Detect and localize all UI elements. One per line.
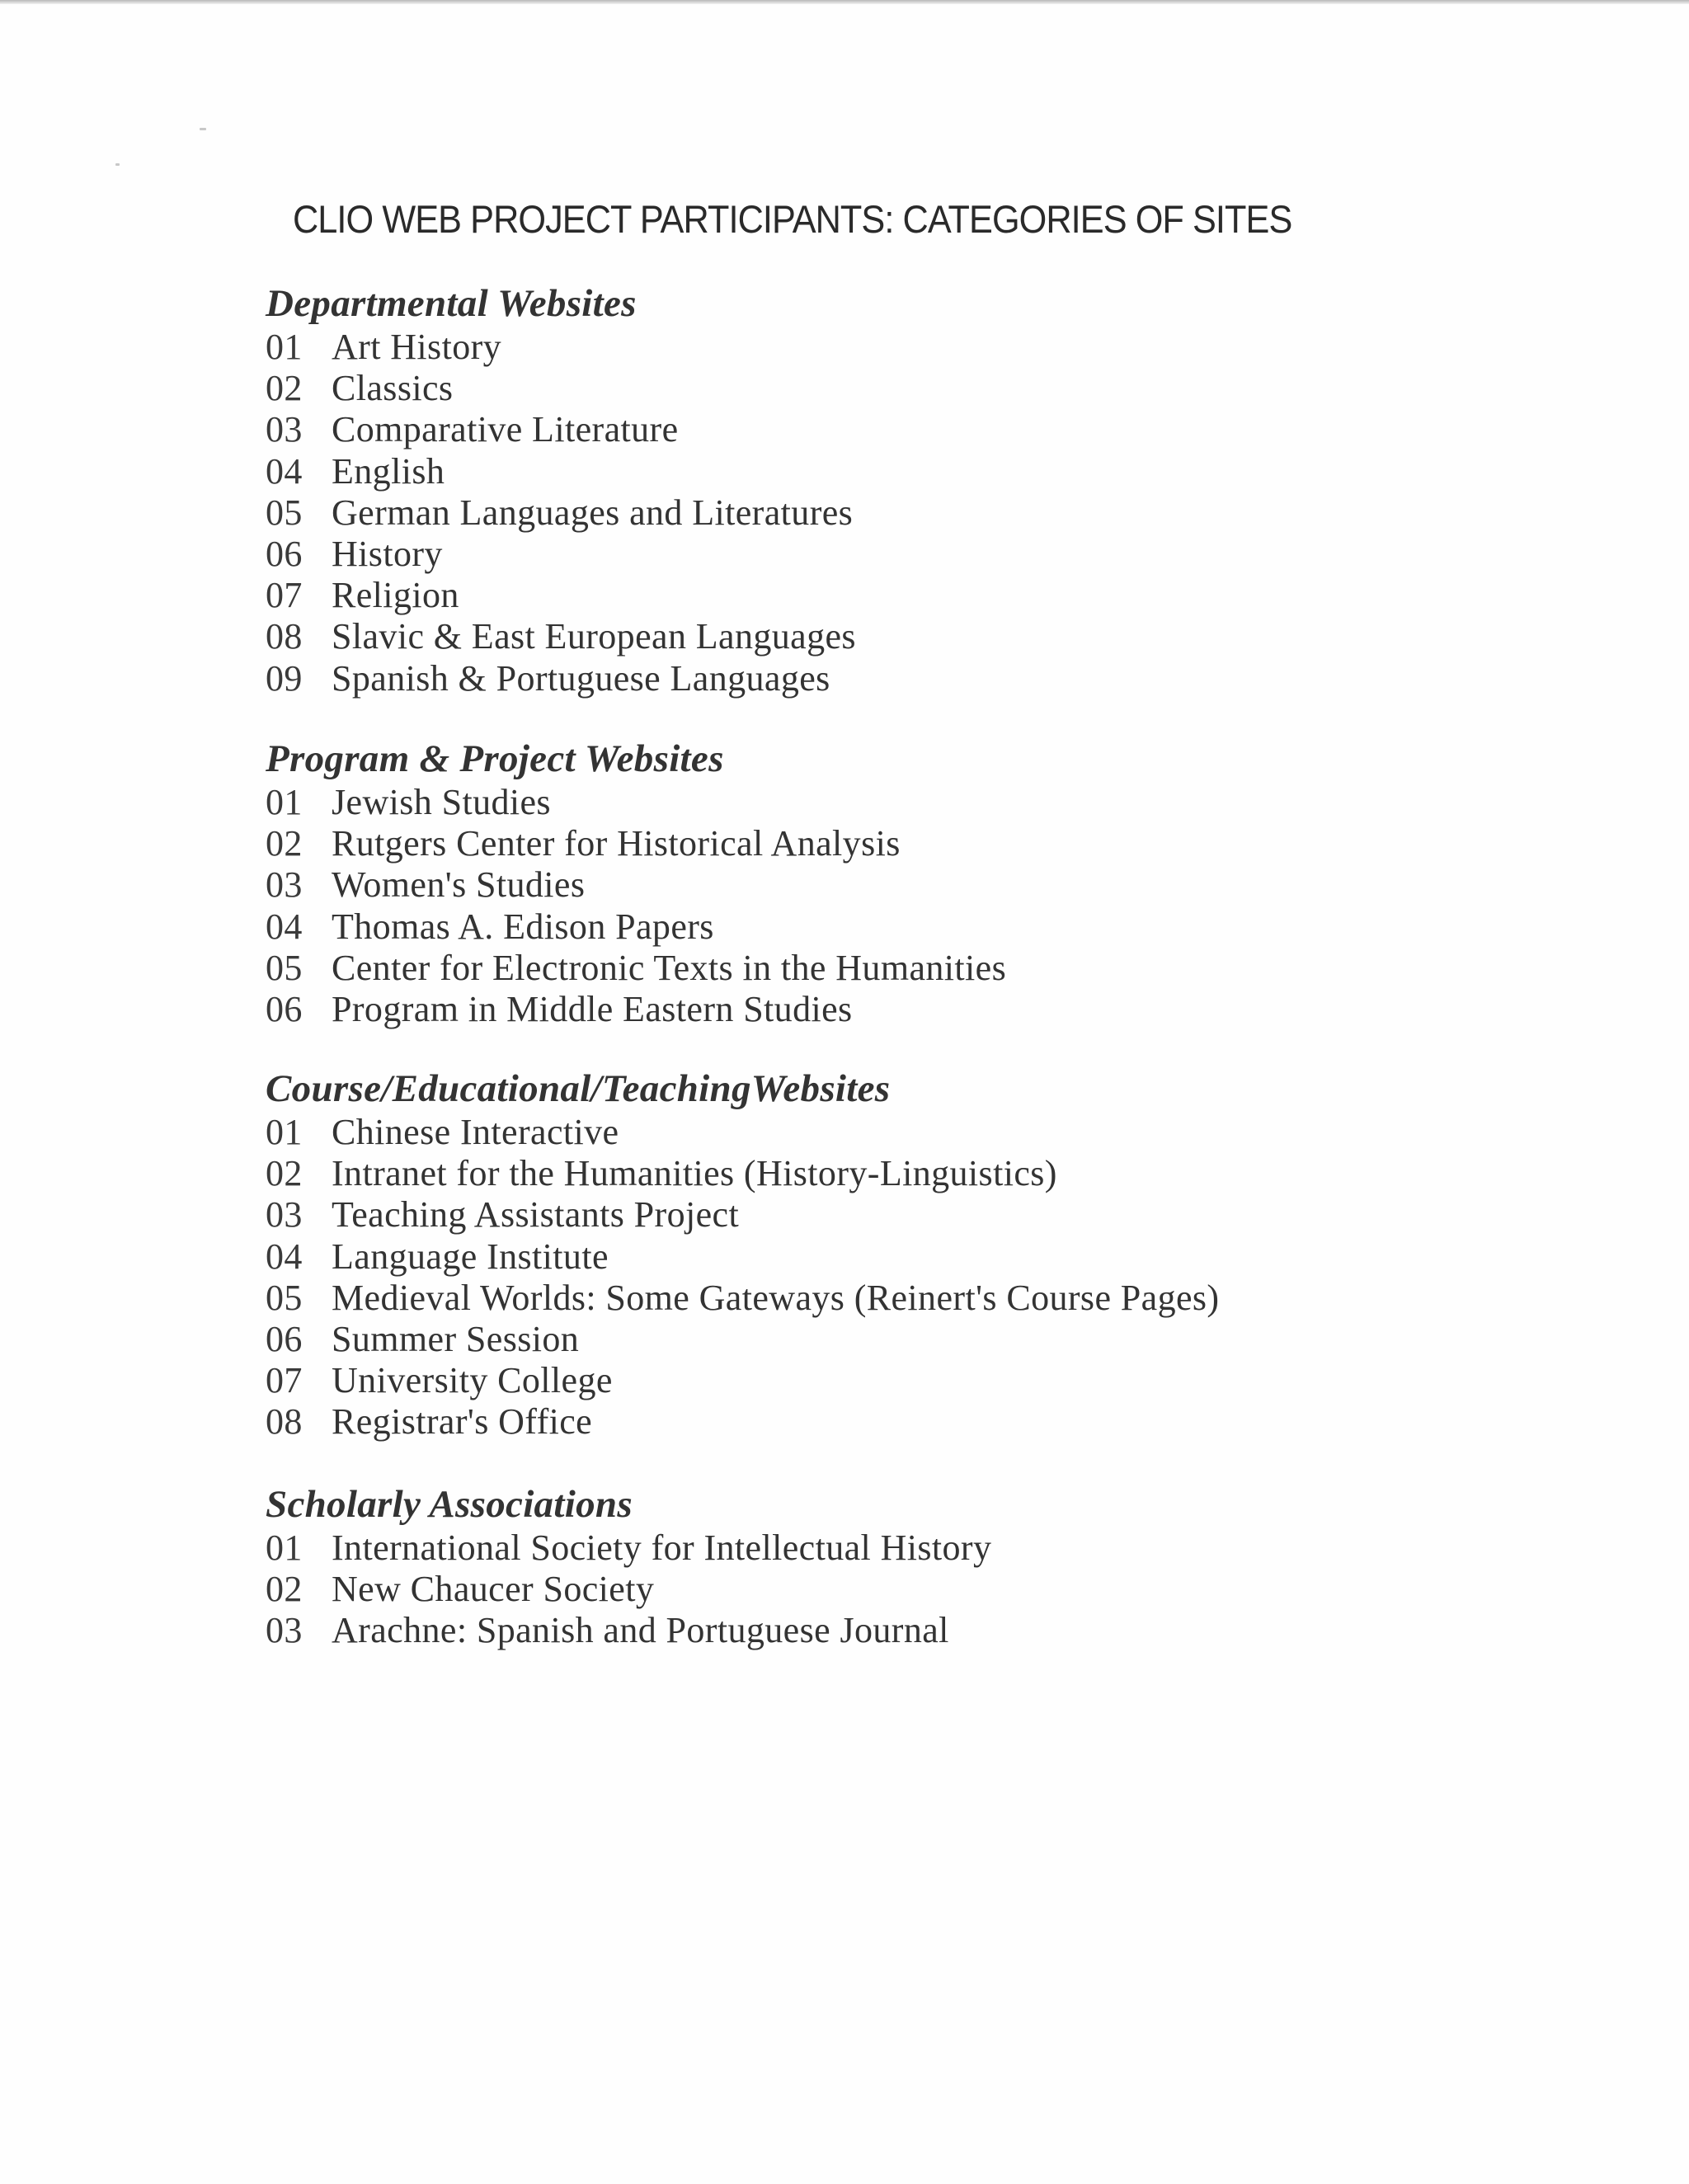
item-label: Center for Electronic Texts in the Humanities xyxy=(332,947,1007,988)
list-item xyxy=(266,989,1503,1030)
list-item xyxy=(266,1236,1503,1278)
section-scholarly-associations xyxy=(266,1481,1503,1652)
item-number: 07 xyxy=(266,1360,303,1401)
item-number: 01 xyxy=(266,1112,303,1152)
list-item xyxy=(266,368,1503,409)
item-label: Classics xyxy=(332,368,454,409)
list-item xyxy=(266,782,1503,823)
item-number: 09 xyxy=(266,657,303,699)
item-label: Chinese Interactive xyxy=(332,1112,619,1152)
item-label: Religion xyxy=(332,575,459,616)
item-number: 05 xyxy=(266,947,303,988)
item-label: Women's Studies xyxy=(332,864,586,906)
item-label: Comparative Literature xyxy=(332,409,679,450)
section-heading: Departmental Websites xyxy=(266,282,637,325)
item-label: Language Institute xyxy=(332,1236,609,1277)
item-label: Teaching Assistants Project xyxy=(332,1194,740,1236)
scan-top-edge xyxy=(0,0,1689,4)
item-label: International Society for Intellectual History xyxy=(332,1527,992,1568)
item-list xyxy=(266,1112,1503,1443)
list-item xyxy=(266,616,1503,657)
item-label: English xyxy=(332,450,445,492)
item-number: 02 xyxy=(266,1153,303,1194)
item-label: History xyxy=(332,534,443,575)
item-label: Slavic & East European Languages xyxy=(332,616,856,657)
item-list xyxy=(266,782,1503,1030)
scan-speck xyxy=(115,163,120,166)
list-item xyxy=(266,864,1503,906)
list-item xyxy=(266,451,1503,492)
list-item xyxy=(266,534,1503,575)
item-label: Arachne: Spanish and Portuguese Journal xyxy=(332,1610,949,1651)
list-item xyxy=(266,327,1503,368)
item-number: 04 xyxy=(266,1236,303,1277)
item-number: 02 xyxy=(266,368,303,409)
list-item xyxy=(266,1194,1503,1236)
list-item xyxy=(266,1278,1503,1319)
item-number: 02 xyxy=(266,1569,303,1610)
item-number: 05 xyxy=(266,492,303,533)
item-label: Intranet for the Humanities (History-Linguistics) xyxy=(332,1153,1057,1194)
list-item xyxy=(266,1569,1503,1610)
item-label: New Chaucer Society xyxy=(332,1569,655,1610)
list-item xyxy=(266,492,1503,534)
list-item xyxy=(266,1360,1503,1401)
item-number: 04 xyxy=(266,450,303,492)
item-number: 03 xyxy=(266,1194,303,1236)
item-number: 02 xyxy=(266,823,303,864)
list-item xyxy=(266,823,1503,864)
section-departmental xyxy=(266,280,1503,699)
item-label: Spanish & Portuguese Languages xyxy=(332,657,830,699)
item-label: Art History xyxy=(332,327,502,367)
item-label: Thomas A. Edison Papers xyxy=(332,906,714,947)
item-number: 03 xyxy=(266,1610,303,1651)
list-item xyxy=(266,948,1503,989)
item-number: 06 xyxy=(266,1319,303,1360)
list-item xyxy=(266,658,1503,699)
item-label: Summer Session xyxy=(332,1319,580,1360)
item-label: Rutgers Center for Historical Analysis xyxy=(332,823,901,864)
section-heading: Scholarly Associations xyxy=(266,1483,633,1526)
item-list xyxy=(266,1527,1503,1652)
list-item xyxy=(266,1112,1503,1153)
section-course-educational xyxy=(266,1066,1503,1443)
section-heading: Program & Project Websites xyxy=(266,737,724,780)
item-label: Medieval Worlds: Some Gateways (Reinert's Course Pages) xyxy=(332,1277,1220,1318)
item-label: University College xyxy=(332,1360,613,1401)
item-label: Registrar's Office xyxy=(332,1401,593,1443)
item-number: 03 xyxy=(266,864,303,906)
item-number: 03 xyxy=(266,409,303,450)
list-item xyxy=(266,906,1503,948)
section-program-project xyxy=(266,736,1503,1030)
item-label: Jewish Studies xyxy=(332,782,551,822)
list-item xyxy=(266,1527,1503,1569)
item-number: 01 xyxy=(266,1527,303,1568)
item-number: 01 xyxy=(266,327,303,367)
item-number: 06 xyxy=(266,534,303,575)
list-item xyxy=(266,1319,1503,1360)
scan-speck xyxy=(200,128,206,130)
item-number: 07 xyxy=(266,575,303,616)
page-title: CLIO WEB PROJECT PARTICIPANTS: CATEGORIES OF SITES xyxy=(293,197,1292,241)
item-number: 08 xyxy=(266,616,303,657)
list-item xyxy=(266,1610,1503,1651)
item-number: 01 xyxy=(266,782,303,822)
section-heading: Course/Educational/TeachingWebsites xyxy=(266,1067,891,1110)
list-item xyxy=(266,1153,1503,1194)
list-item xyxy=(266,575,1503,616)
list-item xyxy=(266,1401,1503,1443)
item-number: 04 xyxy=(266,906,303,947)
item-number: 08 xyxy=(266,1401,303,1443)
item-list xyxy=(266,327,1503,699)
list-item xyxy=(266,409,1503,450)
item-number: 05 xyxy=(266,1277,303,1318)
item-number: 06 xyxy=(266,989,303,1030)
item-label: German Languages and Literatures xyxy=(332,492,854,533)
item-label: Program in Middle Eastern Studies xyxy=(332,989,853,1030)
